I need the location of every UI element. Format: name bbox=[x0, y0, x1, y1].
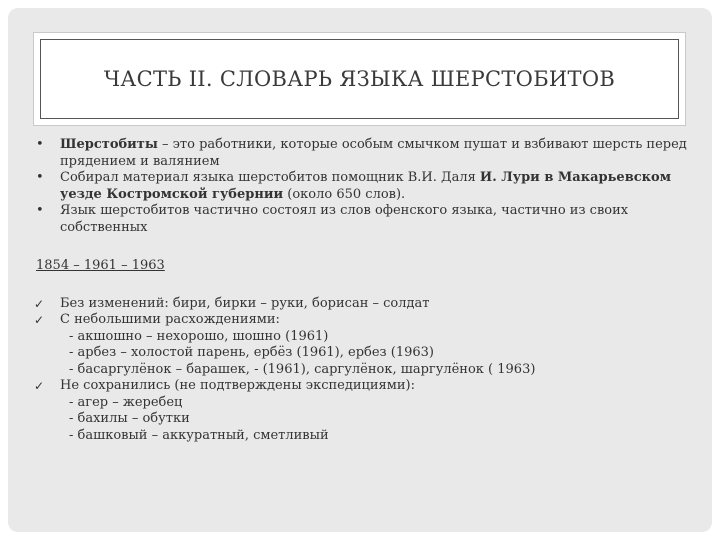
check-list bbox=[34, 296, 694, 445]
bullet-icon: • bbox=[36, 137, 44, 152]
word-count-text: (около 650 слов). bbox=[283, 186, 406, 202]
definition-text: – это работники, которые особым смычком пушат и взбивают шерсть перед прядением и валянием bbox=[60, 137, 687, 169]
slide-title: ЧАСТЬ II. СЛОВАРЬ ЯЗЫКА ШЕРСТОБИТОВ bbox=[103, 67, 616, 91]
check-text: Без изменений: бири, бирки – руки, борисан – солдат bbox=[60, 295, 430, 311]
slide-content bbox=[34, 137, 694, 444]
bullet-icon: • bbox=[36, 170, 44, 185]
sub-item: - башковый – аккуратный, сметливый bbox=[69, 427, 329, 443]
bullet-item-2 bbox=[34, 170, 694, 203]
bullet-item-1 bbox=[34, 137, 694, 170]
title-box bbox=[33, 32, 686, 126]
years-heading: 1854 – 1961 – 1963 bbox=[36, 258, 165, 273]
sub-item: - бахилы – обутки bbox=[69, 411, 190, 426]
sub-item: - агер – жеребец bbox=[69, 394, 183, 410]
sub-item: - арбез – холостой парень, ербёз (1961), ербез (1963) bbox=[69, 345, 434, 360]
bullet-icon: • bbox=[36, 203, 44, 218]
checkmark-icon: ✓ bbox=[34, 379, 45, 393]
check-text: С небольшими расхождениями: bbox=[60, 312, 280, 327]
title-frame bbox=[40, 39, 679, 119]
check-item-1 bbox=[34, 296, 694, 313]
sub-item: - басаргулёнок – барашек, - (1961), саргулёнок, шаргулёнок ( 1963) bbox=[69, 361, 536, 377]
check-item-2 bbox=[34, 312, 694, 329]
check-text: Не сохранились (не подтверждены экспедициями): bbox=[60, 378, 415, 393]
collector-bold: И. Лури в Макарьевском уезде Костромской губернии bbox=[60, 170, 671, 202]
term-bold: Шерстобиты bbox=[60, 137, 158, 152]
checkmark-icon: ✓ bbox=[34, 296, 45, 311]
collector-text: Собирал материал языка шерстобитов помощник В.И. Даля bbox=[60, 170, 480, 185]
bullet-item-3 bbox=[34, 203, 694, 236]
sub-item: - акшошно – нехорошо, шошно (1961) bbox=[69, 328, 329, 344]
checkmark-icon: ✓ bbox=[34, 313, 45, 327]
check-item-3 bbox=[34, 378, 694, 395]
origin-text: Язык шерстобитов частично состоял из слов офенского языка, частично из своих собственных bbox=[60, 203, 629, 235]
